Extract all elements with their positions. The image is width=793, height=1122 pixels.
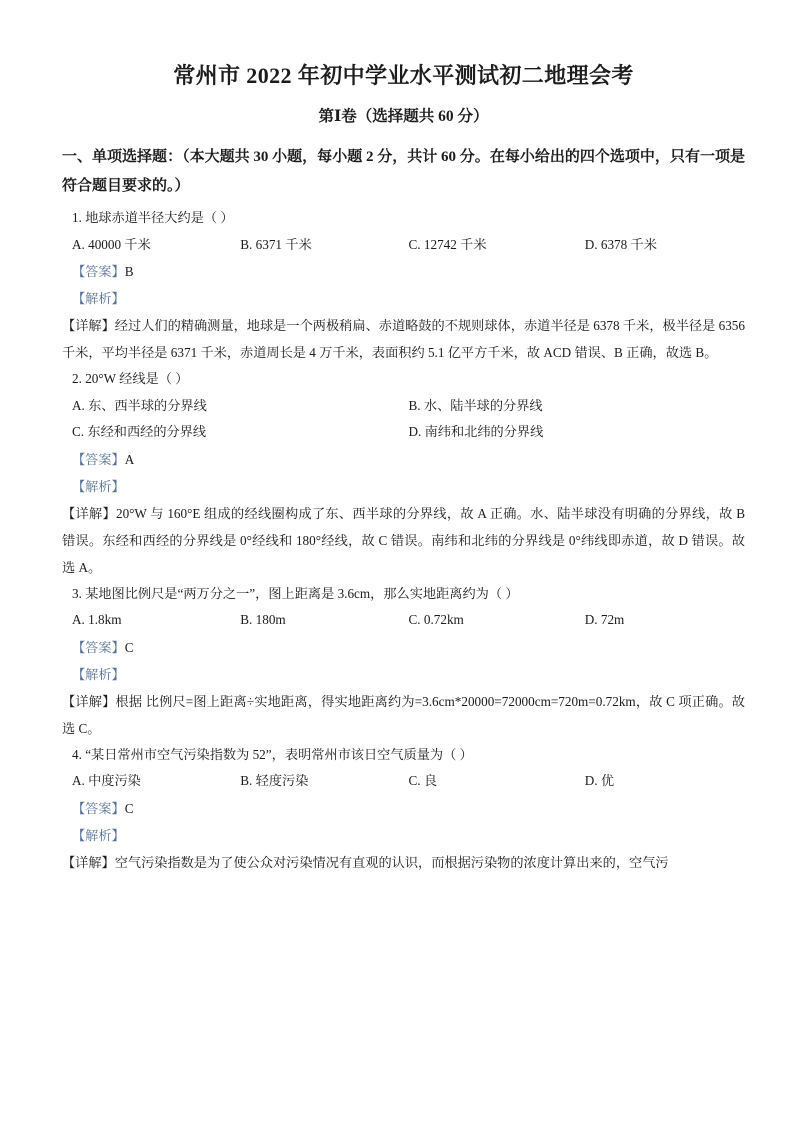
- answer-line: [62, 795, 745, 822]
- option-list: [62, 393, 745, 446]
- detail-text: 空气污染指数是为了使公众对污染情况有直观的认识，而根据污染物的浓度计算出来的，空气污: [114, 854, 669, 870]
- detail-marker: 【详解】: [62, 505, 116, 521]
- answer-line: [62, 446, 745, 473]
- question-stem: 4. “某日常州市空气污染指数为 52”，表明常州市该日空气质量为（ ）: [72, 746, 473, 762]
- detail-explanation: [62, 849, 745, 876]
- detail-explanation: [62, 500, 745, 581]
- detail-marker: 【详解】: [62, 693, 116, 709]
- question-stem: 3. 某地图比例尺是“两万分之一”，图上距离是 3.6cm，那么实地距离约为（ ）: [72, 585, 519, 601]
- question-block: [62, 366, 745, 581]
- questions-container: [62, 205, 745, 876]
- option-choice[interactable]: B. 180m: [240, 612, 286, 628]
- option-choice[interactable]: A. 东、西半球的分界线: [72, 397, 207, 413]
- analysis-marker: 【解析】: [72, 478, 125, 494]
- option-list: [62, 768, 745, 794]
- answer-marker: 【答案】: [72, 451, 125, 467]
- detail-explanation: [62, 312, 745, 366]
- question-block: [62, 742, 745, 876]
- option-choice[interactable]: A. 中度污染: [72, 773, 141, 789]
- page-title: 常州市 2022 年初中学业水平测试初二地理会考: [173, 63, 634, 88]
- section-heading-multiple-choice: 一、单项选择题：（本大题共 30 小题，每小题 2 分，共计 60 分。在每小给出的四个选项中，只有一项是符合题目要求的。）: [62, 148, 745, 194]
- answer-value: B: [124, 264, 134, 280]
- answer-value: C: [124, 800, 134, 816]
- option-choice[interactable]: B. 6371 千米: [240, 236, 312, 252]
- option-choice[interactable]: C. 0.72km: [408, 612, 464, 628]
- option-choice[interactable]: C. 良: [408, 773, 438, 789]
- detail-marker: 【详解】: [62, 318, 115, 334]
- paper-section-subtitle: 第Ⅰ卷（选择题共 60 分）: [318, 107, 489, 125]
- answer-value: A: [124, 451, 135, 467]
- question-stem: 1. 地球赤道半径大约是（ ）: [72, 210, 234, 226]
- option-choice[interactable]: B. 轻度污染: [240, 773, 309, 789]
- option-choice[interactable]: A. 1.8km: [72, 612, 122, 628]
- detail-text: 20°W 与 160°E 组成的经线圈构成了东、西半球的分界线，故 A 正确。水、陆半球没有明确的分界线，故 B 错误。东经和西经的分界线是 0°经线和 180°经线，故 C 错误。南纬和北纬的分界线是 0°纬线即赤道，故 D 错误。故选 A。: [62, 505, 746, 575]
- option-list: [62, 607, 745, 633]
- option-choice[interactable]: D. 72m: [584, 612, 625, 628]
- option-choice[interactable]: D. 6378 千米: [584, 236, 657, 252]
- answer-marker: 【答案】: [72, 800, 125, 816]
- analysis-marker: 【解析】: [72, 827, 125, 843]
- analysis-marker: 【解析】: [72, 666, 125, 682]
- analysis-line: [62, 285, 745, 312]
- answer-marker: 【答案】: [72, 264, 125, 280]
- analysis-marker: 【解析】: [72, 291, 125, 307]
- analysis-line: [62, 822, 745, 849]
- detail-text: 根据 比例尺=图上距离÷实地距离，得实地距离约为=3.6cm*20000=72000cm=720m=0.72km，故 C 项正确。故选 C。: [62, 693, 745, 736]
- option-choice[interactable]: D. 优: [584, 773, 615, 789]
- answer-value: C: [124, 639, 134, 655]
- analysis-line: [62, 661, 745, 688]
- option-choice[interactable]: B. 水、陆半球的分界线: [408, 397, 543, 413]
- detail-text: 经过人们的精确测量，地球是一个两极稍扁、赤道略鼓的不规则球体，赤道半径是 6378 千米，极半径是 6356 千米，平均半径是 6371 千米，赤道周长是 4 万千米，表面积约 5.1 亿平方千米，故 ACD 错误、B 正确，故选 B。: [62, 318, 745, 361]
- question-block: [62, 581, 745, 742]
- option-choice[interactable]: C. 东经和西经的分界线: [72, 424, 207, 440]
- option-list: [62, 232, 745, 258]
- answer-marker: 【答案】: [72, 639, 125, 655]
- answer-line: [62, 634, 745, 661]
- answer-line: [62, 258, 745, 285]
- analysis-line: [62, 473, 745, 500]
- detail-marker: 【详解】: [62, 854, 115, 870]
- question-block: [62, 205, 745, 366]
- option-choice[interactable]: D. 南纬和北纬的分界线: [408, 424, 544, 440]
- option-choice[interactable]: A. 40000 千米: [72, 236, 151, 252]
- question-stem: 2. 20°W 经线是（ ）: [72, 371, 189, 387]
- option-choice[interactable]: C. 12742 千米: [408, 236, 487, 252]
- detail-explanation: [62, 688, 745, 742]
